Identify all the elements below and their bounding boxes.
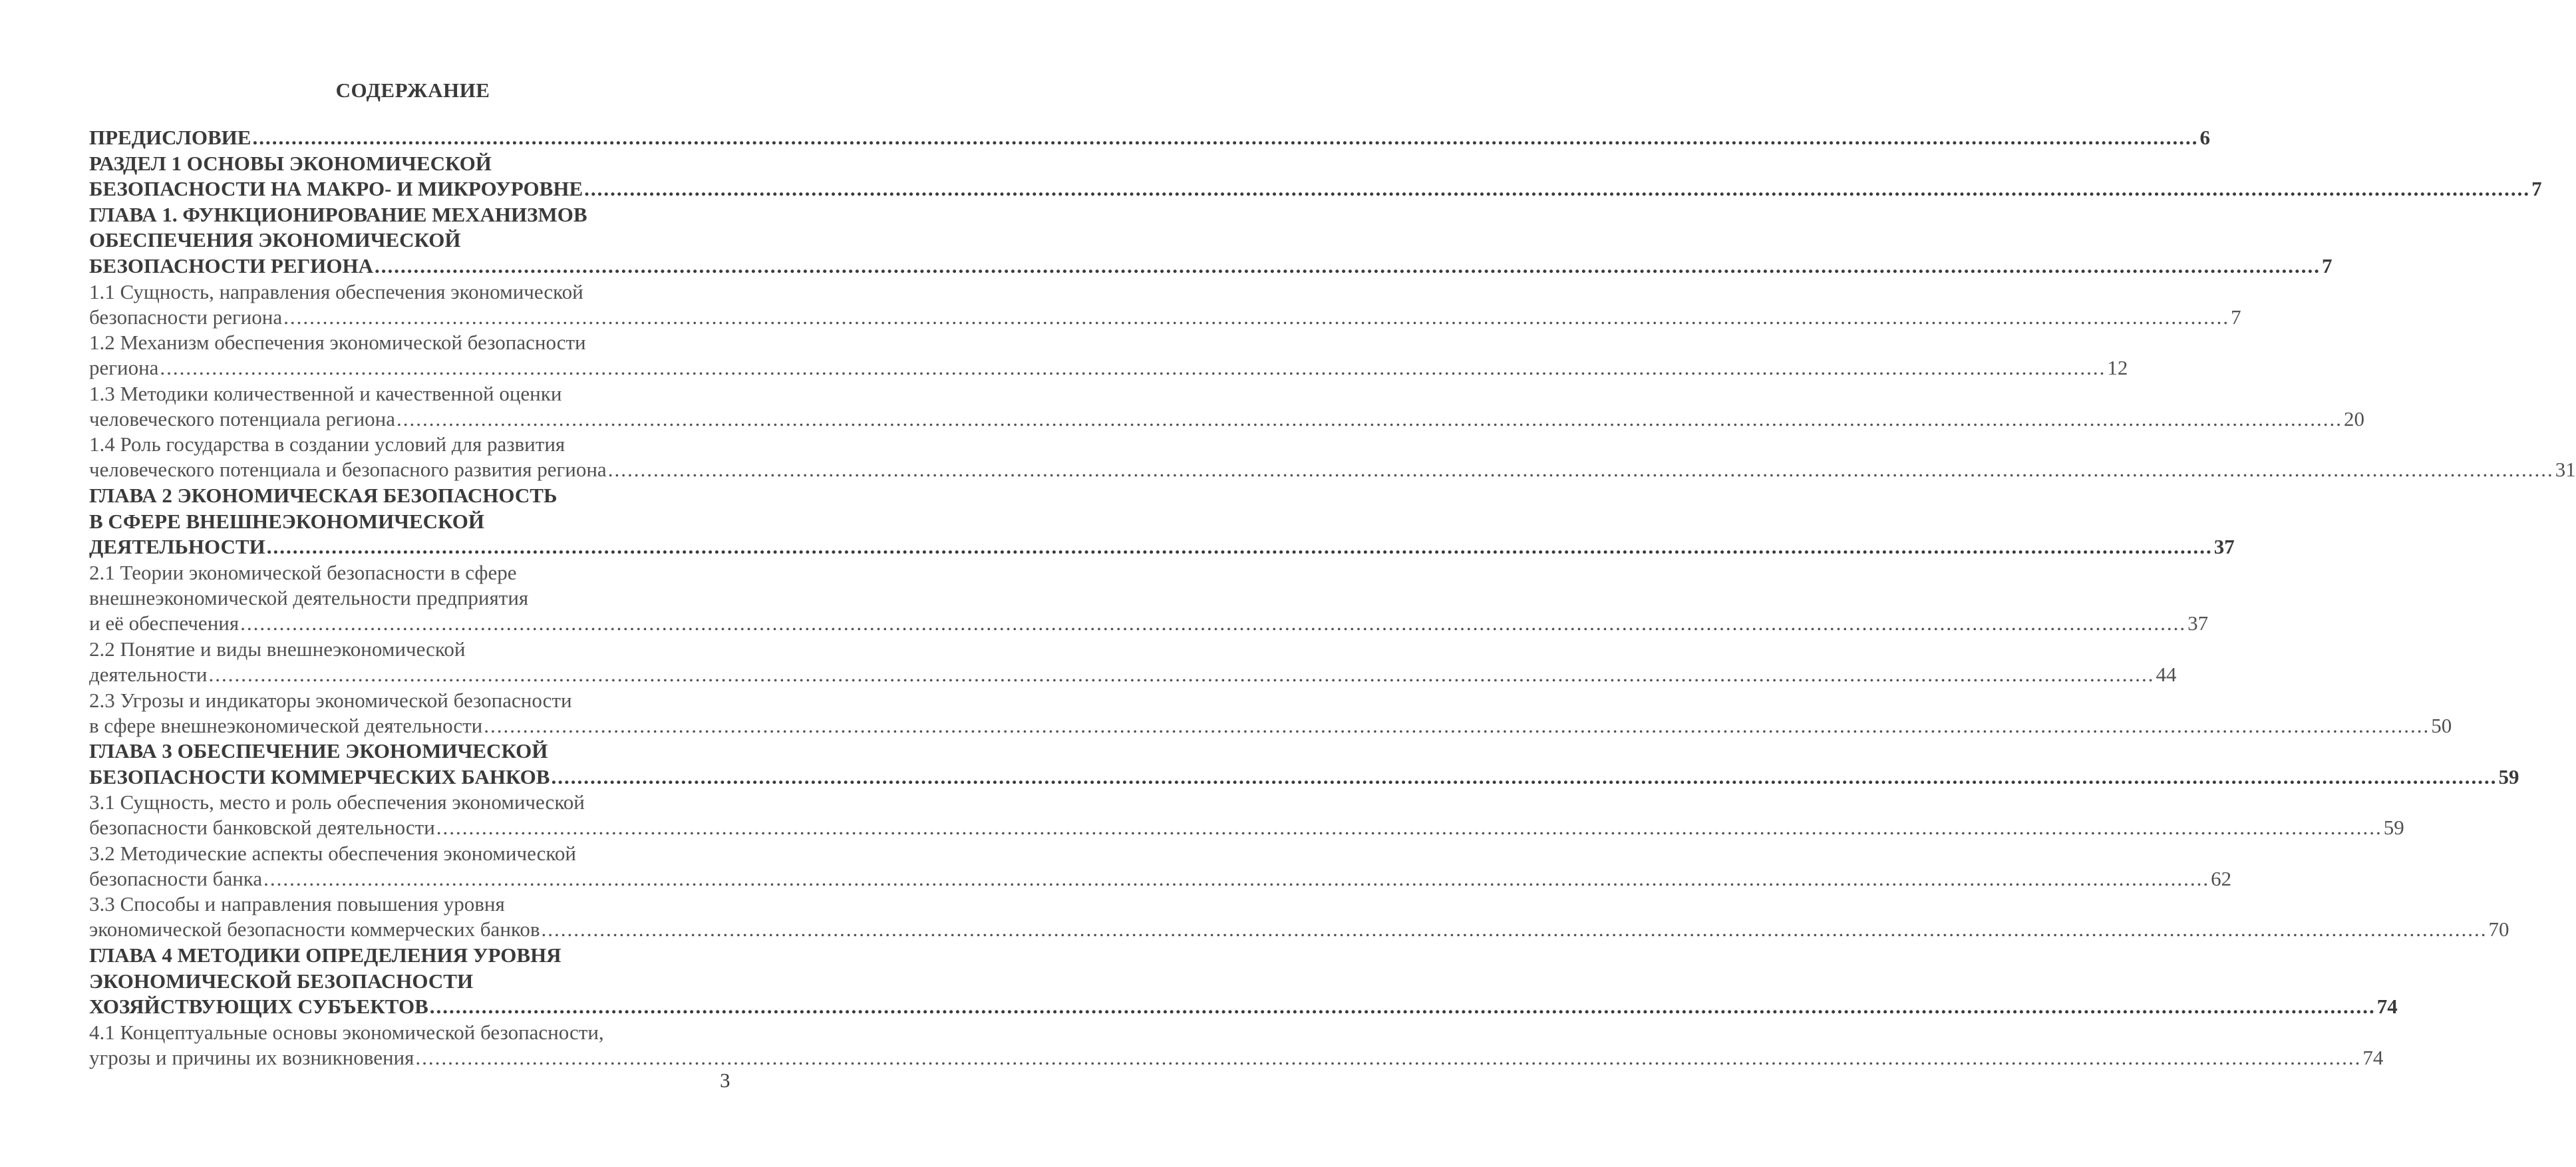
toc-entry-text: ПРЕДИСЛОВИЕ [89, 126, 251, 149]
dot-leader: ............................................................................................................................................................................................................................................................................................................ [415, 1045, 2362, 1069]
toc-page-number: 59 [2498, 764, 2519, 788]
toc-entry[interactable] [89, 1020, 2384, 1071]
toc-entry-last-line [89, 407, 2365, 432]
toc-entry-text: безопасности банка [89, 866, 263, 890]
toc-entry-line: внешнеэкономической деятельности предприятия [89, 585, 529, 609]
toc-entry-last-line [89, 125, 2210, 151]
toc-entry-line: 3.1 Сущность, место и роль обеспечения экономической [89, 790, 585, 814]
toc-entry[interactable] [89, 841, 2232, 892]
dot-leader: ............................................................................................................................................................................................................................................................................................................ [160, 356, 2106, 380]
toc-entry-last-line [89, 457, 2576, 483]
dot-leader: ............................................................................................................................................................................................................................................................................................................ [263, 866, 2210, 890]
toc-page-number: 12 [2107, 356, 2128, 380]
dot-leader: ............................................................................................................................................................................................................................................................................................................ [283, 305, 2230, 329]
toc-entry[interactable] [89, 125, 2210, 151]
dot-leader: ............................................................................................................................................................................................................................................................................................................ [541, 917, 2488, 941]
toc-entry-last-line [89, 534, 2235, 560]
toc-entry[interactable] [89, 688, 2452, 739]
toc-entry[interactable] [89, 637, 2177, 688]
toc-entry-line: 1.4 Роль государства в создании условий для развития [89, 432, 565, 456]
toc-entry-line: ЭКОНОМИЧЕСКОЙ БЕЗОПАСНОСТИ [89, 969, 474, 993]
toc-entry-line: ГЛАВА 4 МЕТОДИКИ ОПРЕДЕЛЕНИЯ УРОВНЯ [89, 943, 562, 967]
toc-entry-line: 2.3 Угрозы и индикаторы экономической безопасности [89, 688, 572, 712]
toc-entry-line: 4.1 Концептуальные основы экономической безопасности, [89, 1020, 604, 1044]
toc-entry-line: 3.3 Способы и направления повышения уровня [89, 892, 505, 916]
toc-entry-last-line [89, 355, 2128, 381]
toc-page-number: 31 [2555, 458, 2576, 482]
dot-leader: ............................................................................................................................................................................................................................................................................................................ [551, 764, 2497, 788]
toc-entry-last-line [89, 866, 2232, 892]
toc-page-number: 50 [2431, 713, 2452, 737]
dot-leader: ............................................................................................................................................................................................................................................................................................................ [584, 177, 2531, 201]
toc-entry-line: 1.3 Методики количественной и качественной оценки [89, 381, 562, 405]
toc-entry-text: региона [89, 356, 159, 380]
dot-leader: ............................................................................................................................................................................................................................................................................................................ [397, 407, 2343, 430]
toc-entry-line: 2.1 Теории экономической безопасности в сфере [89, 560, 517, 584]
toc-entry-text: БЕЗОПАСНОСТИ РЕГИОНА [89, 253, 373, 277]
toc-page-number: 37 [2187, 611, 2209, 635]
toc-entry-line: В СФЕРЕ ВНЕШНЕЭКОНОМИЧЕСКОЙ [89, 509, 484, 533]
page-title: СОДЕРЖАНИЕ [335, 79, 490, 102]
toc-entry-last-line [89, 176, 2542, 202]
toc-entry-text: человеческого потенциала региона [89, 407, 396, 430]
toc-entry-text: в сфере внешнеэкономической деятельности [89, 713, 483, 737]
table-of-contents [89, 125, 2576, 1071]
toc-page-number: 59 [2383, 816, 2404, 840]
dot-leader: ............................................................................................................................................................................................................................................................................................................ [436, 816, 2382, 840]
toc-entry-text: безопасности банковской деятельности [89, 816, 435, 840]
toc-page-number: 74 [2376, 995, 2398, 1019]
toc-entry-text: БЕЗОПАСНОСТИ КОММЕРЧЕСКИХ БАНКОВ [89, 764, 550, 788]
toc-entry[interactable] [89, 483, 2235, 560]
toc-page-number: 37 [2213, 535, 2235, 559]
toc-entry-text: экономической безопасности коммерческих банков [89, 917, 540, 941]
toc-entry-last-line [89, 917, 2509, 943]
toc-page-number: 7 [2321, 253, 2333, 277]
dot-leader: ............................................................................................................................................................................................................................................................................................................ [429, 995, 2376, 1019]
toc-entry-line: 2.2 Понятие и виды внешнеэкономической [89, 637, 466, 661]
toc-entry-text: деятельности [89, 662, 208, 686]
toc-entry[interactable] [89, 739, 2519, 790]
toc-entry-last-line [89, 994, 2398, 1020]
dot-leader: ............................................................................................................................................................................................................................................................................................................ [484, 713, 2430, 737]
toc-entry-line: ОБЕСПЕЧЕНИЯ ЭКОНОМИЧЕСКОЙ [89, 228, 461, 252]
toc-page-number: 6 [2199, 126, 2210, 149]
toc-entry-line: РАЗДЕЛ 1 ОСНОВЫ ЭКОНОМИЧЕСКОЙ [89, 151, 492, 175]
dot-leader: ............................................................................................................................................................................................................................................................................................................ [607, 458, 2554, 482]
toc-entry[interactable] [89, 892, 2509, 943]
toc-entry-text: безопасности региона [89, 305, 283, 329]
toc-entry[interactable] [89, 790, 2404, 841]
dot-leader: ............................................................................................................................................................................................................................................................................................................ [374, 253, 2321, 277]
dot-leader: ............................................................................................................................................................................................................................................................................................................ [208, 662, 2155, 686]
toc-entry-last-line [89, 815, 2404, 841]
toc-entry-text: и её обеспечения [89, 611, 240, 635]
toc-entry-line: 1.1 Сущность, направления обеспечения экономической [89, 279, 583, 303]
toc-entry-line: ГЛАВА 1. ФУНКЦИОНИРОВАНИЕ МЕХАНИЗМОВ [89, 202, 587, 226]
toc-entry[interactable] [89, 381, 2365, 432]
dot-leader: ............................................................................................................................................................................................................................................................................................................ [266, 535, 2213, 559]
toc-entry-last-line [89, 764, 2519, 790]
toc-page-number: 44 [2156, 662, 2177, 686]
toc-page-number: 74 [2362, 1045, 2384, 1069]
toc-entry-last-line [89, 713, 2452, 739]
toc-entry-line: ГЛАВА 2 ЭКОНОМИЧЕСКАЯ БЕЗОПАСНОСТЬ [89, 483, 558, 507]
toc-entry-text: угрозы и причины их возникновения [89, 1045, 414, 1069]
toc-entry-text: человеческого потенциала и безопасного развития региона [89, 458, 607, 482]
toc-page-number: 7 [2231, 305, 2241, 329]
toc-page-number: 7 [2531, 177, 2542, 201]
toc-page-number: 62 [2211, 866, 2232, 890]
toc-entry[interactable] [89, 202, 2333, 279]
toc-entry-text: ХОЗЯЙСТВУЮЩИХ СУБЪЕКТОВ [89, 995, 428, 1019]
toc-entry-text: БЕЗОПАСНОСТИ НА МАКРО- И МИКРОУРОВНЕ [89, 177, 583, 201]
toc-entry[interactable] [89, 330, 2128, 381]
toc-page-number: 20 [2344, 407, 2365, 430]
toc-page-number: 70 [2488, 917, 2509, 941]
toc-entry[interactable] [89, 432, 2576, 483]
toc-entry[interactable] [89, 560, 2209, 637]
toc-entry-last-line [89, 1045, 2384, 1071]
toc-entry-last-line [89, 611, 2209, 637]
dot-leader: ............................................................................................................................................................................................................................................................................................................ [240, 611, 2187, 635]
toc-entry-last-line [89, 662, 2177, 688]
dot-leader: ............................................................................................................................................................................................................................................................................................................ [252, 126, 2199, 149]
toc-entry-last-line [89, 253, 2333, 279]
toc-entry-text: ДЕЯТЕЛЬНОСТИ [89, 535, 265, 559]
toc-entry[interactable] [89, 151, 2542, 202]
toc-entry-line: 1.2 Механизм обеспечения экономической безопасности [89, 331, 586, 355]
toc-entry-line: ГЛАВА 3 ОБЕСПЕЧЕНИЕ ЭКОНОМИЧЕСКОЙ [89, 739, 548, 763]
toc-entry[interactable] [89, 943, 2398, 1020]
toc-entry-line: 3.2 Методические аспекты обеспечения экономической [89, 841, 576, 865]
toc-entry-last-line [89, 305, 2241, 331]
page-number: 3 [720, 1069, 730, 1092]
toc-entry[interactable] [89, 279, 2241, 331]
